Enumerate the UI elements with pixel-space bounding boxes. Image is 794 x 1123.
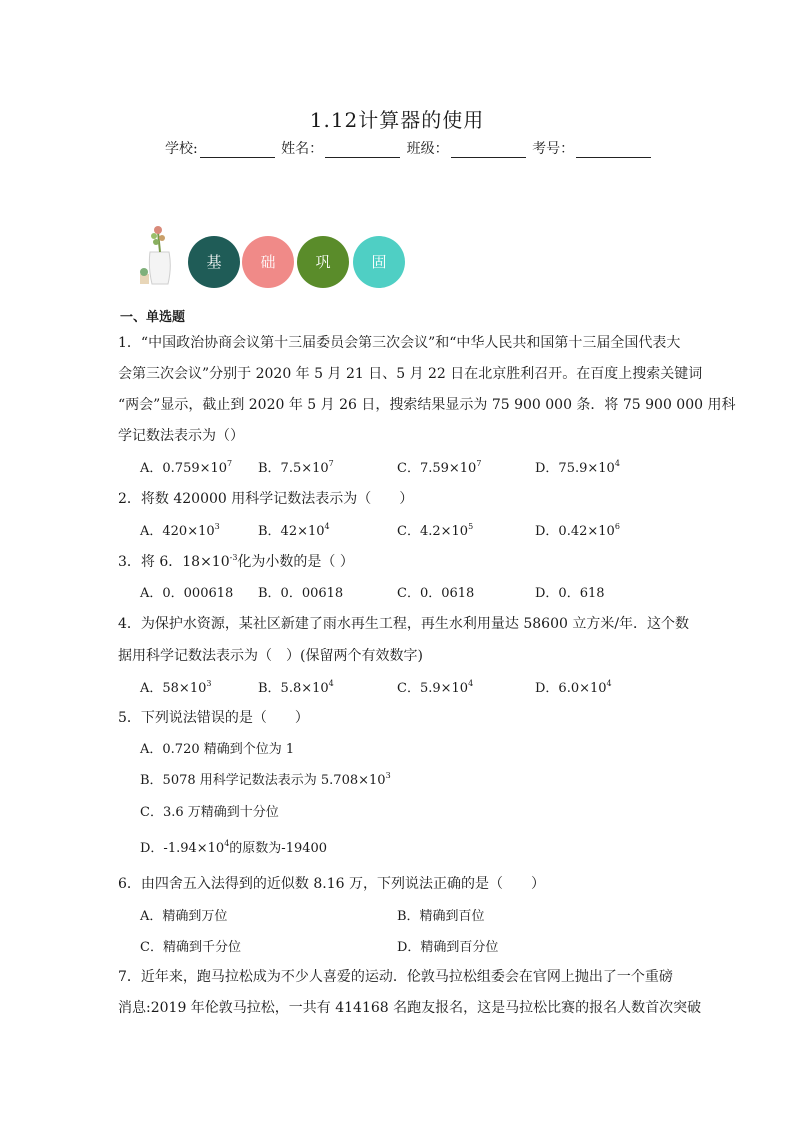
q5-option-c: C．3.6 万精确到十分位 bbox=[140, 805, 279, 820]
q3-option-c: C．0．0618 bbox=[397, 586, 475, 601]
q5-option-d: D．$-1.94\times 10^4$的原数为-19400 bbox=[140, 839, 328, 856]
q5-option-b: B．5078 用科学记数法表示为 $5.708\times 10^3$ bbox=[140, 771, 391, 788]
q6-option-d: D．精确到百分位 bbox=[397, 940, 499, 955]
q2-option-c: C．$4.2\times 10^5$ bbox=[397, 522, 474, 539]
q4-line-1: 4．为保护水资源，某社区新建了雨水再生工程，再生水利用量达 58600 立方米/年．这个数 bbox=[118, 616, 690, 632]
student-info-line bbox=[165, 138, 653, 158]
badge-ji: 基 bbox=[188, 236, 240, 288]
class-label: 班级： bbox=[406, 141, 449, 157]
q1-line-1: 1．“中国政治协商会议第十三届委员会第三次会议”和“中华人民共和国第十三届全国代表大 bbox=[118, 335, 681, 351]
badge-gu: 固 bbox=[353, 236, 405, 288]
q7-line-1: 7．近年来，跑马拉松成为不少人喜爱的运动．伦敦马拉松组委会在官网上抛出了一个重磅 bbox=[118, 969, 673, 985]
q4-option-d: D．$6.0\times 10^4$ bbox=[535, 679, 612, 696]
number-label: 考号： bbox=[532, 141, 575, 157]
q4-line-2: 据用科学记数法表示为（ ）(保留两个有效数字) bbox=[118, 648, 423, 664]
q3-option-a: A．0．000618 bbox=[140, 586, 234, 601]
plant-vase-icon bbox=[138, 222, 183, 290]
q6-option-a: A．精确到万位 bbox=[140, 909, 228, 924]
q1-line-2: 会第三次会议”分别于 2020 年 5 月 21 日、5 月 22 日在北京胜利召开。在百度上搜索关键词 bbox=[118, 366, 703, 382]
q3-option-d: D．0．618 bbox=[535, 586, 605, 601]
q1-line-4: 学记数法表示为（） bbox=[118, 428, 244, 444]
q5-stem: 5．下列说法错误的是（ ） bbox=[118, 710, 309, 726]
class-blank bbox=[451, 143, 526, 158]
name-blank bbox=[325, 143, 400, 158]
badge-gong: 巩 bbox=[297, 236, 349, 288]
school-blank bbox=[200, 143, 275, 158]
number-blank bbox=[576, 143, 651, 158]
page-title: 1.12计算器的使用 bbox=[309, 108, 485, 132]
q2-option-d: D．$0.42\times 10^6$ bbox=[535, 522, 620, 539]
q4-option-a: A．$58\times 10^3$ bbox=[140, 679, 212, 696]
q3-stem: 3．将 6．$18\times 10^{-3}$化为小数的是（ ） bbox=[118, 553, 354, 570]
section-heading: 一、单选题 bbox=[120, 310, 186, 325]
q1-option-c: C．$7.59\times 10^7$ bbox=[397, 459, 482, 476]
q2-option-b: B．$42\times 10^4$ bbox=[258, 522, 330, 539]
q7-line-2: 消息:2019 年伦敦马拉松，一共有 414168 名跑友报名，这是马拉松比赛的报名人数首次突破 bbox=[118, 1000, 702, 1016]
q1-option-d: D．$75.9\times 10^4$ bbox=[535, 459, 620, 476]
school-label: 学校: bbox=[165, 141, 198, 157]
badge-chu: 础 bbox=[242, 236, 294, 288]
q1-option-b: B．$7.5\times 10^7$ bbox=[258, 459, 334, 476]
q2-stem: 2．将数 420000 用科学记数法表示为（ ） bbox=[118, 491, 414, 507]
q6-stem: 6．由四舍五入法得到的近似数 8.16 万，下列说法正确的是（ ） bbox=[118, 876, 545, 892]
q1-option-a: A．$0.759\times 10^7$ bbox=[140, 459, 233, 476]
q3-option-b: B．0．00618 bbox=[258, 586, 344, 601]
q2-option-a: A．$420\times 10^3$ bbox=[140, 522, 220, 539]
q1-line-3: “两会”显示，截止到 2020 年 5 月 26 日，搜索结果显示为 75 900 000 条．将 75 900 000 用科 bbox=[118, 397, 736, 413]
q4-option-c: C．$5.9\times 10^4$ bbox=[397, 679, 474, 696]
q6-option-b: B．精确到百位 bbox=[397, 909, 485, 924]
q4-option-b: B．$5.8\times 10^4$ bbox=[258, 679, 334, 696]
q5-option-a: A．0.720 精确到个位为 1 bbox=[140, 742, 295, 757]
name-label: 姓名： bbox=[281, 141, 324, 157]
q6-option-c: C．精确到千分位 bbox=[140, 940, 241, 955]
